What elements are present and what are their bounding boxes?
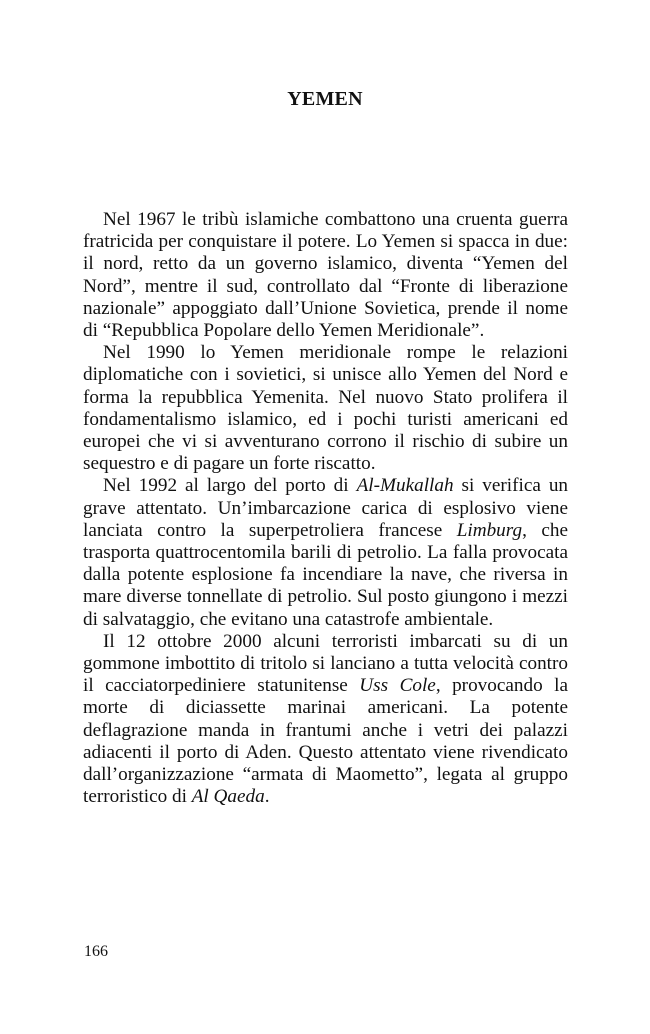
paragraph-1992	[83, 475, 568, 630]
organization-name-italic: Al Qaeda	[191, 786, 265, 808]
text-segment: Nel 1990 lo Yemen meridionale rompe le relazioni diplomatiche con i sovietici, si unisce allo Yemen del Nord e forma la repubblica Yemenita. Nel nuovo Stato prolifera il fondamentalismo islamico, ed i pochi turisti americani ed europei che vi si avventurano corrono il rischio di subire un sequestro e di pagare un forte riscatto.	[83, 342, 568, 475]
body-text	[83, 209, 568, 808]
text-segment: .	[264, 786, 270, 808]
text-segment: , che trasporta quattrocentomila barili di petrolio. La falla provocata dalla potente esplosione fa incendiare la nave, che riversa in mare diverse tonnellate di petrolio. Sul posto giungono i mezzi di salvataggio, che evitano una catastrofe ambientale.	[83, 519, 568, 630]
paragraph-1967	[83, 209, 568, 342]
paragraph-2000	[83, 631, 568, 809]
text-segment: si verifica un grave attentato. Un’imbarcazione carica di esplosivo viene lanciata contro la superpetroliera francese	[83, 475, 569, 541]
text-segment: Nel 1967 le tribù islamiche combattono una cruenta guerra fratricida per conquistare il potere. Lo Yemen si spacca in due: il nord, retto da un governo islamico, diventa “Yemen del Nord”, mentre il sud, controllato dal “Fronte di liberazione nazionale” appoggiato dall’Unione Sovietica, prende il nome di “Repubblica Popolare dello Yemen Meridionale”.	[83, 209, 568, 342]
text-segment: , provocando la morte di diciassette marinai americani. La potente deflagrazione manda in frantumi anche i vetri dei palazzi adiacenti il porto di Aden. Questo attentato viene rivendicato dall’organizzazione “armata di Maometto”, legata al gruppo terroristico di	[83, 675, 568, 808]
paragraph-1990	[83, 342, 568, 475]
text-segment: Nel 1992 al largo del porto di	[103, 475, 357, 497]
page-title: YEMEN	[287, 88, 363, 110]
ship-name-italic: Limburg	[456, 519, 523, 541]
text-segment: Il 12 ottobre 2000 alcuni terroristi imbarcati su di un gommone imbottito di tritolo si lanciano a tutta velocità contro il cacciatorpediniere statunitense	[83, 630, 568, 697]
page-number: 166	[84, 943, 108, 960]
place-name-italic: Al-Mukallah	[356, 475, 454, 497]
ship-name-italic: Uss Cole	[359, 675, 436, 697]
